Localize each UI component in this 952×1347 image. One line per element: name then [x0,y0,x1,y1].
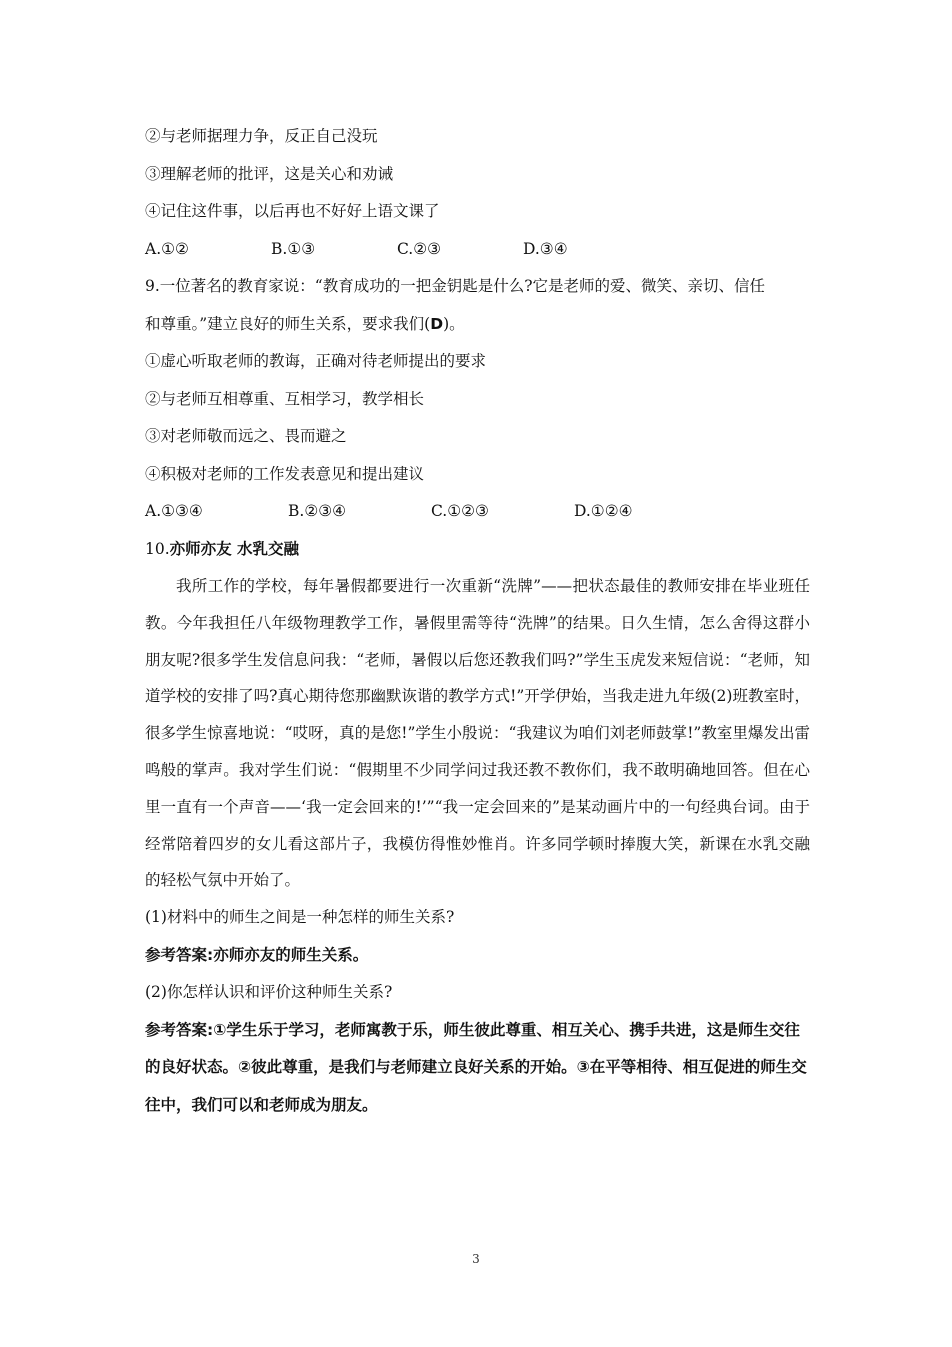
q8-option-c: C.②③ [397,239,442,258]
page-content [145,118,810,1124]
q9-option-a: A.①③④ [145,502,203,520]
answer-label-2: 参考答案: [145,1020,214,1039]
sub2-answer-text: ①学生乐于学习，老师寓教于乐，师生彼此尊重、相互关心、携手共进，这是师生交往的良好状态。②彼此尊重，是我们与老师建立良好关系的开始。③在平等相待、相互促进的师生交往中，我们可以和老师成为朋友。 [145,1020,807,1114]
q8-item-3: ③理解老师的批评，这是关心和劝诫 [145,164,394,183]
q9-stem-line1: 9.一位著名的教育家说：“教育成功的一把金钥匙是什么?它是老师的爱、微笑、亲切、信任 [145,277,766,295]
q9-option-c: C.①②③ [431,502,489,520]
q8-item-4: ④记住这件事，以后再也不好好上语文课了 [145,202,440,220]
page-number: 3 [472,1252,480,1266]
q9-answer: D [430,314,444,333]
sub1-answer-text: 亦师亦友的师生关系。 [213,945,369,964]
q9-stem-post: )。 [443,314,465,333]
q10-sub1-question: (1)材料中的师生之间是一种怎样的师生关系? [145,908,455,927]
q10-sub2-answer [145,1012,810,1125]
q10-heading [145,531,810,569]
q9-stem-line2 [145,306,810,344]
q8-item-2: ②与老师据理力争，反正自己没玩 [145,127,378,145]
q10-number: 10. [145,539,170,558]
q10-sub1-answer [145,937,810,975]
q9-item-1: ①虚心听取老师的教诲，正确对待老师提出的要求 [145,352,487,370]
q8-option-a: A.①② [145,239,189,258]
q9-option-d: D.①②④ [574,502,633,520]
q8-options [145,231,810,269]
answer-label: 参考答案: [145,945,214,964]
q9-item-4: ④积极对老师的工作发表意见和提出建议 [145,464,425,483]
q10-title: 亦师亦友 水乳交融 [169,539,300,558]
q9-option-b: B.②③④ [288,502,347,520]
q8-option-d: D.③④ [523,239,568,258]
q10-passage: 我所工作的学校，每年暑假都要进行一次重新“洗牌”——把状态最佳的教师安排在毕业班任教。今年我担任八年级物理教学工作，暑假里需等待“洗牌”的结果。日久生情，怎么舍得这群小朋友呢?很多学生发信息问我：“老师，暑假以后您还教我们吗?”学生玉虎发来短信说：“老师，知道学校的安排了吗?真心期待您那幽默诙谐的教学方式!”开学伊始，当我走进九年级(2)班教室时，很多学生惊喜地说：“哎呀，真的是您!”学生小殷说：“我建议为咱们刘老师鼓掌!”教室里爆发出雷鸣般的掌声。我对学生们说：“假期里不少同学问过我还教不教你们，我不敢明确地回答。但在心里一直有一个声音——‘我一定会回来的!’”“我一定会回来的”是某动画片中的一句经典台词。由于经常陪着四岁的女儿看这部片子，我模仿得惟妙惟肖。许多同学顿时捧腹大笑，新课在水乳交融的轻松气氛中开始了。 [145,577,810,890]
q9-item-2: ②与老师互相尊重、互相学习，教学相长 [145,389,425,408]
q10-sub2-question: (2)你怎样认识和评价这种师生关系? [145,983,393,1002]
q8-option-b: B.①③ [271,239,316,258]
q9-stem-pre: 和尊重。”建立良好的师生关系，要求我们( [145,314,431,333]
q9-options [145,493,810,531]
q9-item-3: ③对老师敬而远之、畏而避之 [145,427,347,445]
